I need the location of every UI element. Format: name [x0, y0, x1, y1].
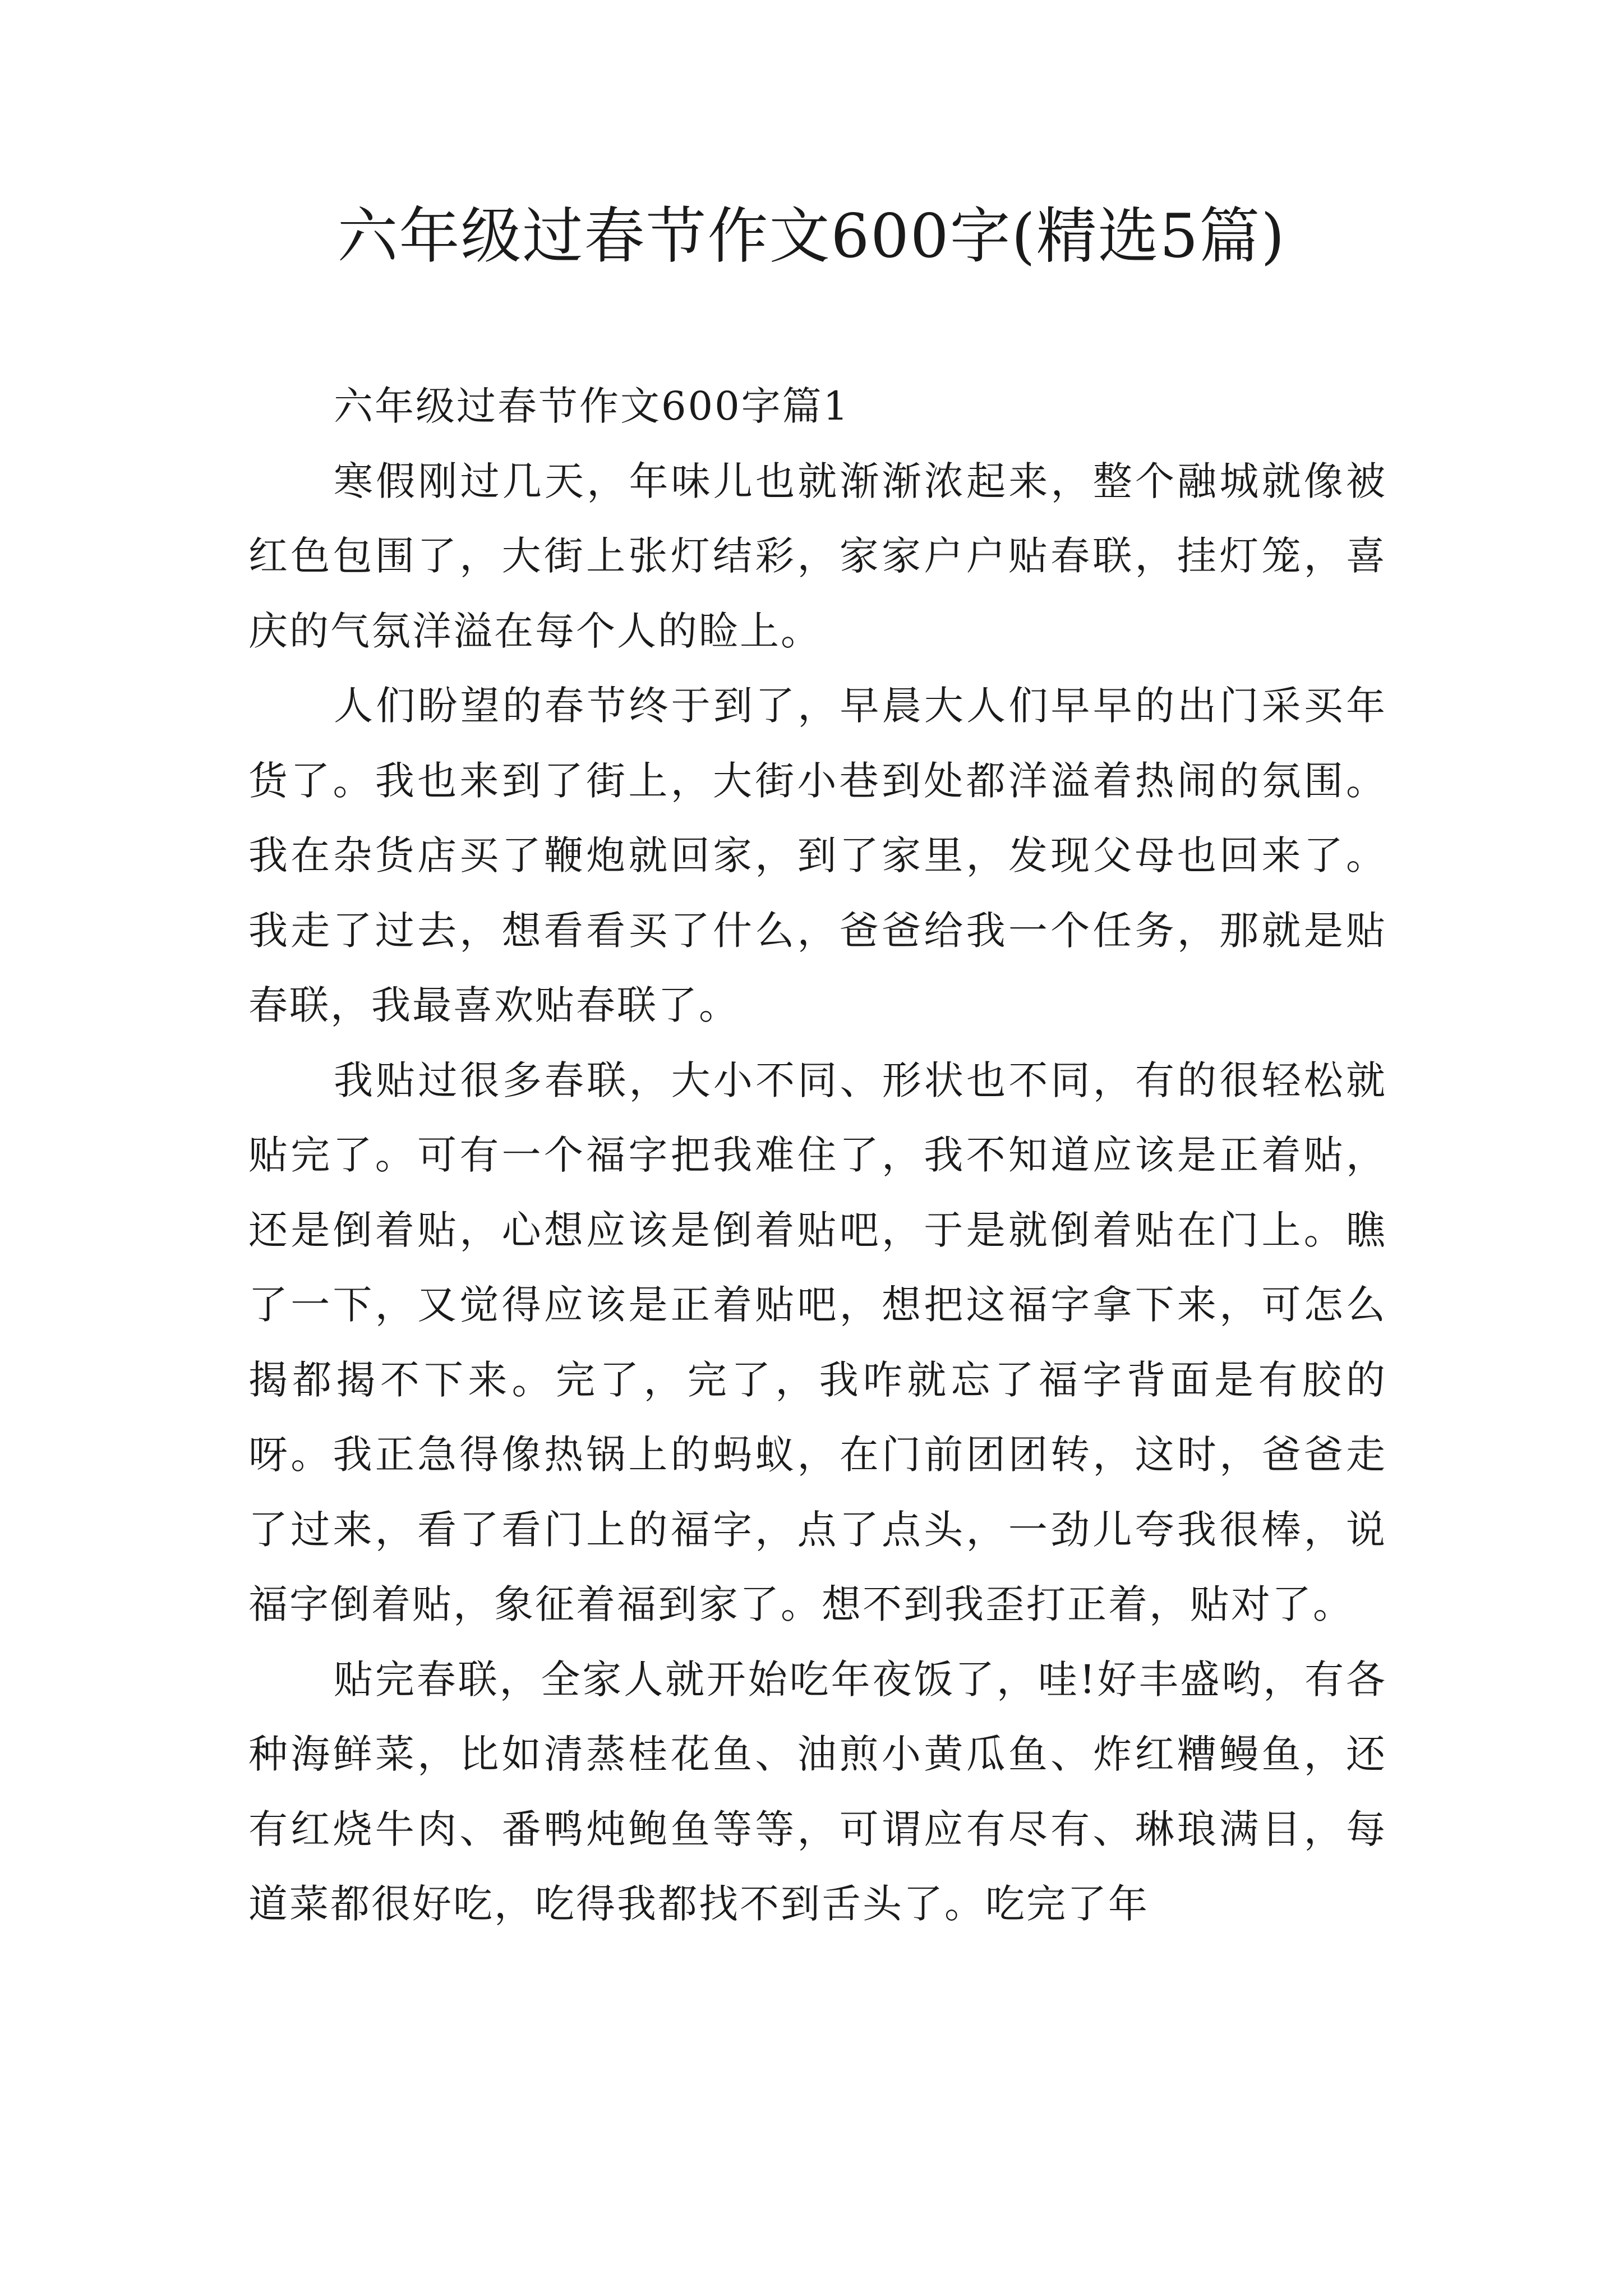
document-title: 六年级过春节作文600字(精选5篇) [337, 201, 1286, 272]
paragraph: 寒假刚过几天，年味儿也就渐渐浓起来，整个融城就像被红色包围了，大街上张灯结彩，家家户户贴春联，挂灯笼，喜庆的气氛洋溢在每个人的睑上。 [248, 458, 1387, 654]
paragraph: 人们盼望的春节终于到了，早晨大人们早早的出门采买年货了。我也来到了街上，大街小巷到处都洋溢着热闹的氛围。我在杂货店买了鞭炮就回家，到了家里，发现父母也回来了。我走了过去，想看看买了什么，爸爸给我一个任务，那就是贴春联，我最喜欢贴春联了。 [248, 683, 1387, 1028]
paragraph: 贴完春联，全家人就开始吃年夜饭了，哇!好丰盛哟，有各种海鲜菜，比如清蒸桂花鱼、油煎小黄瓜鱼、炸红糟鳗鱼，还有红烧牛肉、番鸭炖鲍鱼等等，可谓应有尽有、琳琅满目，每道菜都很好吃，吃得我都找不到舌头了。吃完了年 [248, 1656, 1387, 1927]
paragraph: 我贴过很多春联，大小不同、形状也不同，有的很轻松就贴完了。可有一个福字把我难住了，我不知道应该是正着贴，还是倒着贴，心想应该是倒着贴吧，于是就倒着贴在门上。瞧了一下，又觉得应该是正着贴吧，想把这福字拿下来，可怎么揭都揭不下来。完了，完了，我咋就忘了福字背面是有胶的呀。我正急得像热锅上的蚂蚁，在门前团团转，这时，爸爸走了过来，看了看门上的福字，点了点头，一劲儿夸我很棒，说福字倒着贴，象征着福到家了。想不到我歪打正着，贴对了。 [248, 1057, 1387, 1627]
document-body [248, 369, 1387, 1942]
section-heading: 六年级过春节作文600字篇1 [334, 383, 850, 429]
